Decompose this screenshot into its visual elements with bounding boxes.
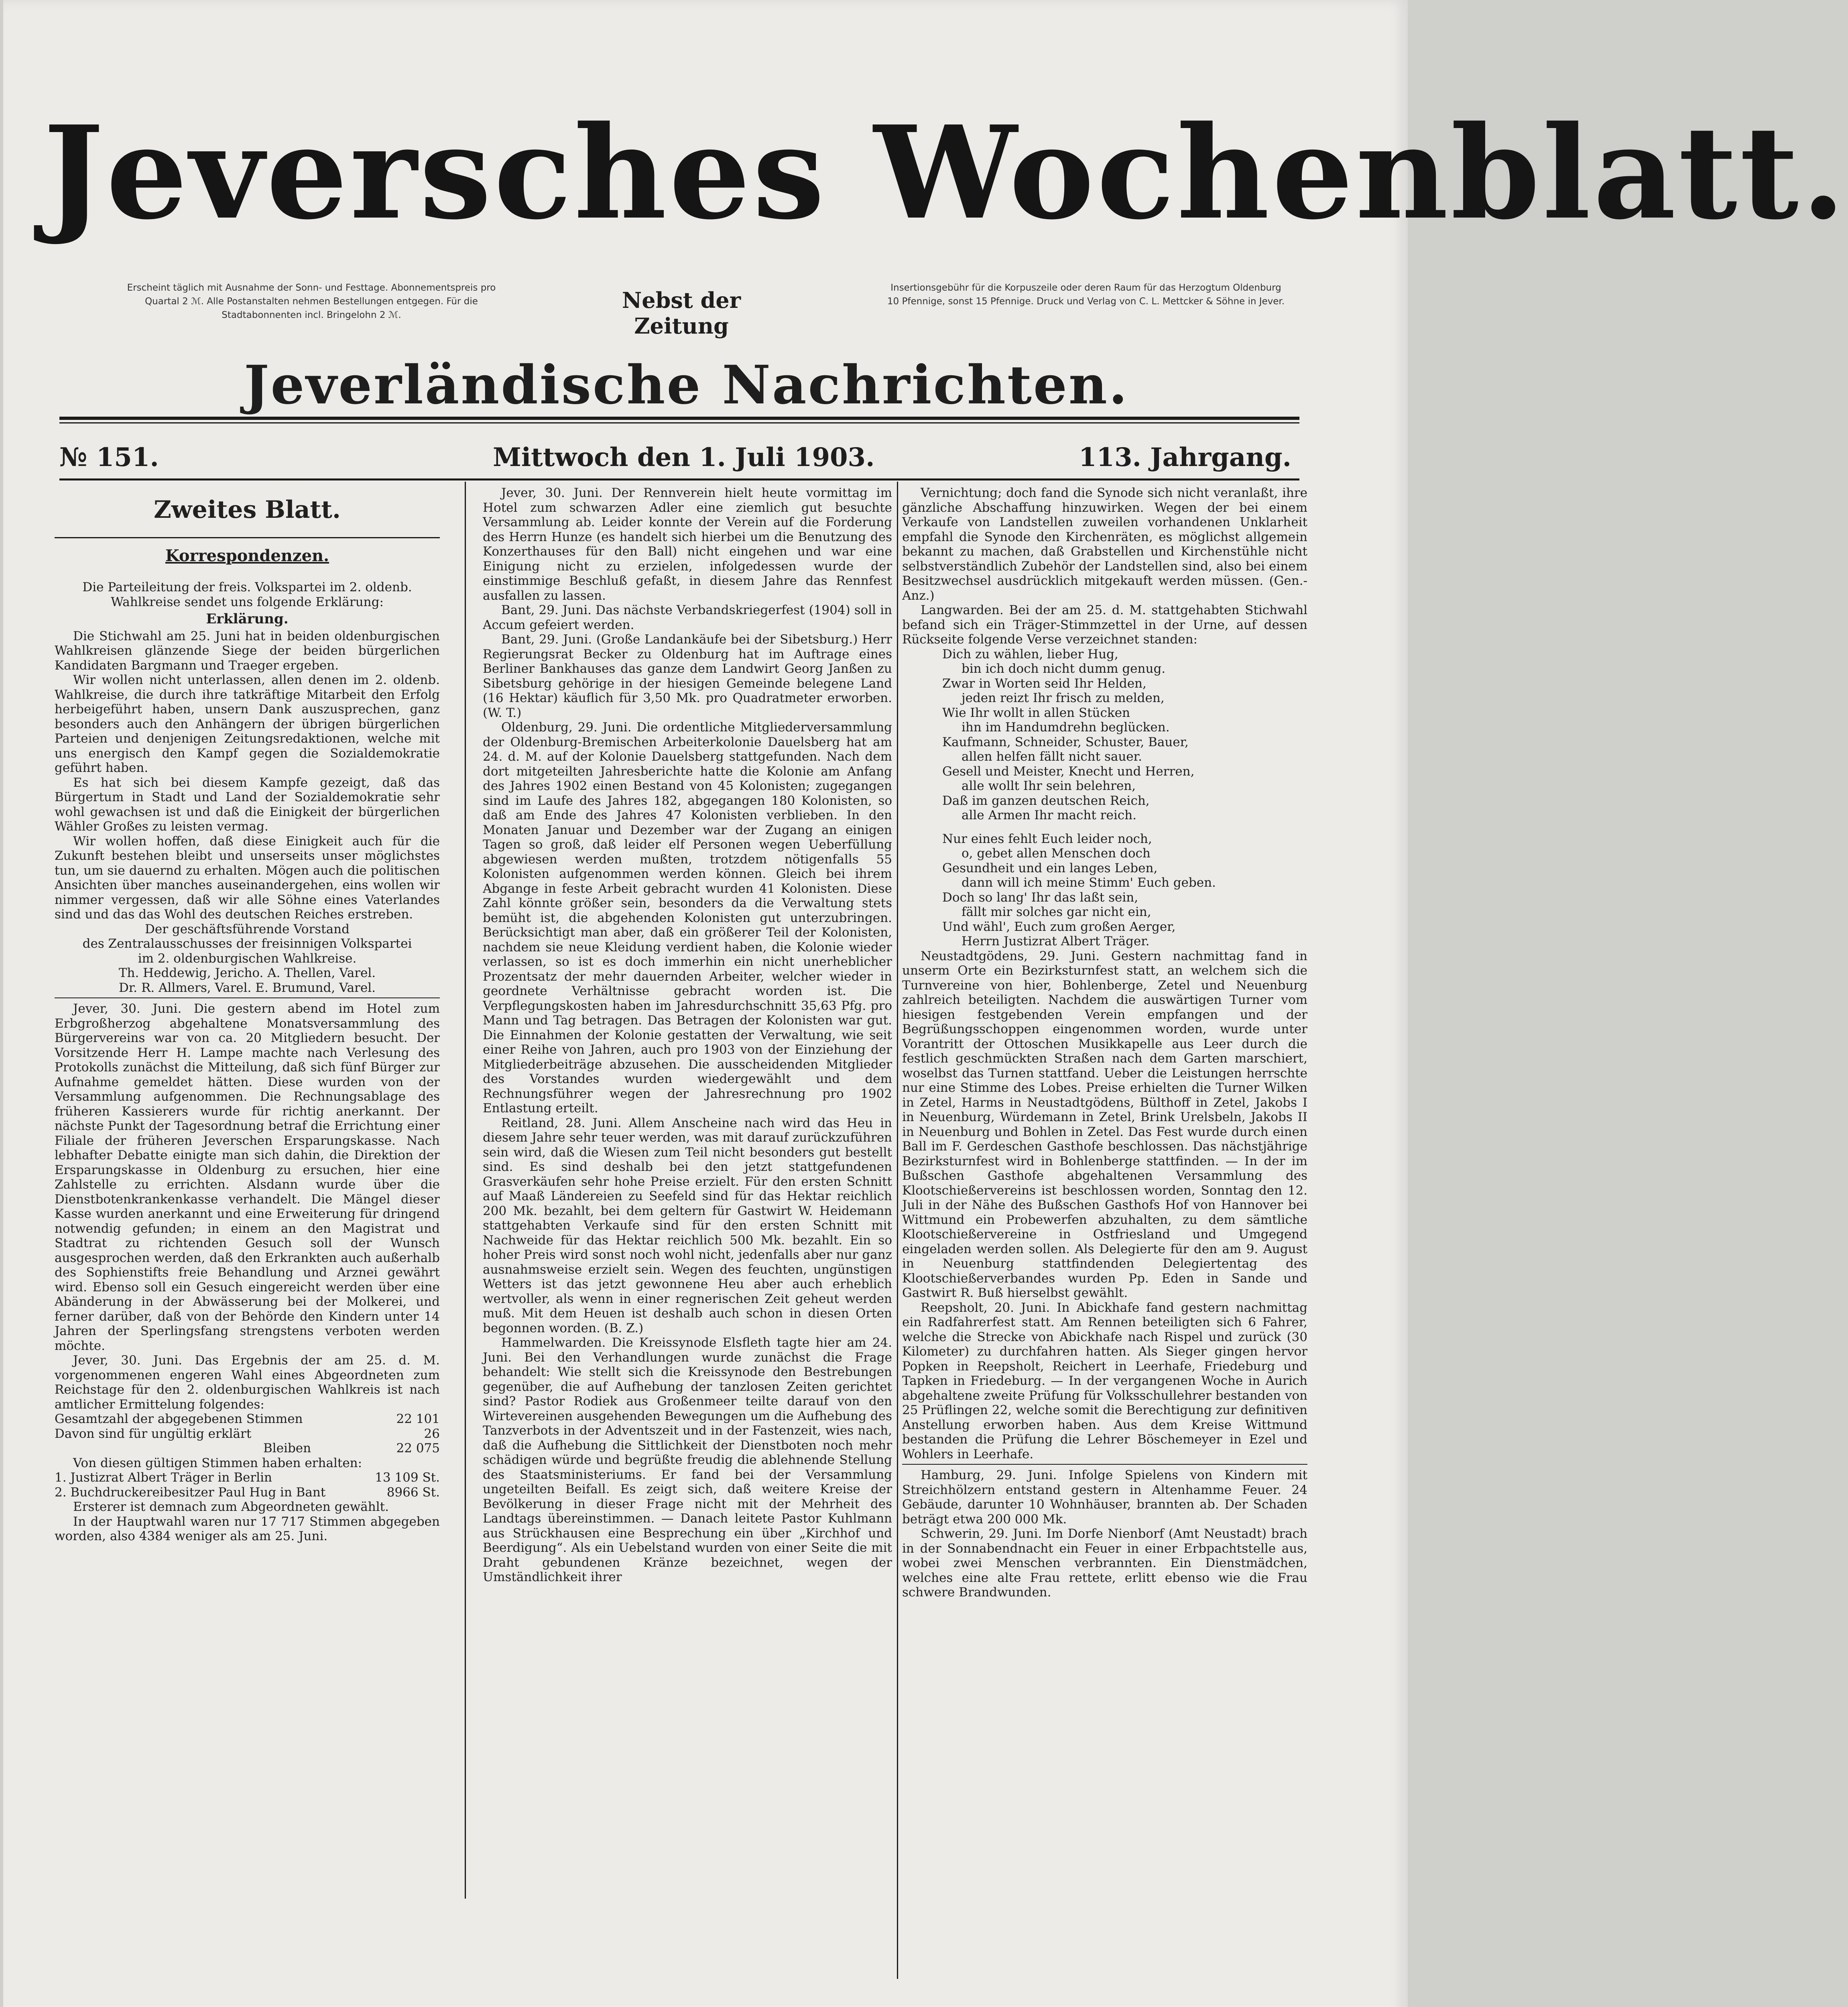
subscription-note: Erscheint täglich mit Ausnahme der Sonn- und Festtage. Abonnementspreis pro Quartal 2 ℳ. Alle Postanstalten nehmen Bestellungen entgegen. Für die Stadtabonnenten incl. Bringelohn 2 ℳ. <box>127 283 496 320</box>
article-divider <box>55 997 440 998</box>
column-3 <box>902 486 1307 1600</box>
poem <box>902 647 1307 949</box>
signature-line: Der geschäftsführende Vorstand <box>145 922 350 936</box>
issue-number: № 151. <box>59 442 159 472</box>
election-row: Davon sind für ungültig erklärt 26 <box>55 1426 440 1441</box>
rule-top <box>59 417 1299 420</box>
signature-line: im 2. oldenburgischen Wahlkreise. <box>138 951 357 966</box>
section-rule <box>55 537 440 538</box>
article-paragraph: Jever, 30. Juni. Der Rennverein hielt heute vormittag im Hotel zum schwarzen Adler eine ziemlich gut besuchte Versammlung ab. Leider konnte der Verein auf die Forderung des Herrn Hunze (es handelt sich hierbei um die Benutzung des Konzerthauses für den Ball) nicht eingehen und war eine Einigung nicht zu erzielen, infolgedessen wurde der einstimmige Beschluß gefaßt, in diesem Jahre das Rennfest ausfallen zu lassen. <box>483 486 892 603</box>
article-paragraph: Wir wollen hoffen, daß diese Einigkeit auch für die Zukunft bestehen bleibt und unserseits unser möglichstes tun, um sie dauernd zu erhalten. Mögen auch die politischen Ansichten über manches auseinandergehen, eins wollen wir nimmer vergessen, daß wir alle Söhne eines Vaterlandes sind und das das Wohl des deutschen Reiches erstreben. <box>55 834 440 922</box>
article-paragraph: Hamburg, 29. Juni. Infolge Spielens von Kindern mit Streichhölzern entstand gestern in Altenhamme Feuer. 24 Gebäude, darunter 10 Wohnhäuser, brannten ab. Der Schaden beträgt etwa 200 000 Mk. <box>902 1468 1307 1527</box>
section-title: Zweites Blatt. <box>154 496 341 524</box>
newspaper-page <box>3 0 1848 2007</box>
election-row: 2. Buchdruckereibesitzer Paul Hug in Bant 8966 St. <box>55 1485 440 1500</box>
column-2 <box>483 486 892 1585</box>
poem-line: allen helfen fällt nicht sauer. <box>962 749 1142 764</box>
poem-line: dann will ich meine Stimm' Euch geben. <box>962 875 1216 890</box>
declaration-title: Erklärung. <box>206 611 289 627</box>
article-paragraph: Jever, 30. Juni. Die gestern abend im Hotel zum Erbgroßherzog abgehaltene Monatsversammlung des Bürgervereins war von ca. 20 Mitgliedern besucht. Der Vorsitzende Herr H. Lampe machte nach Verlesung des Protokolls zunächst die Mitteilung, daß sich fünf Bürger zur Aufnahme gemeldet hätten. Diese wurden von der Versammlung aufgenommen. Die Rechnungsablage des früheren Kassierers wurde für richtig anerkannt. Der nächste Punkt der Tagesordnung betraf die Errichtung einer Filiale der früheren Jeverschen Ersparungskasse. Nach lebhafter Debatte einigte man sich dahin, die Direktion der Ersparungskasse in Oldenburg zu ersuchen, hier eine Zahlstelle zu errichten. Alsdann wurde über die Dienstbotenkrankenkasse verhandelt. Die Mängel dieser Kasse wurden anerkannt und eine Erweiterung für dringend notwendig gefunden; in einem an den Magistrat und Stadtrat zu richtenden Gesuch soll der Wunsch ausgesprochen werden, daß den Erkrankten auch außerhalb des Sophienstifts freie Behandlung und Arznei gewährt wird. Ebenso soll ein Gesuch eingereicht werden über eine Abänderung in der Abwässerung bei der Molkerei, und ferner darüber, daß von der Behörde den Kindern unter 14 Jahren der Sperlingsfang strengstens verboten werden möchte. <box>55 1001 440 1353</box>
poem-line: Herrn Justizrat Albert Träger. <box>962 934 1150 949</box>
nebst-der-zeitung: Nebst der Zeitung <box>622 287 741 339</box>
article-intro: Die Parteileitung der freis. Volkspartei im 2. oldenb. Wahlkreise sendet uns folgende Erklärung: <box>82 580 412 609</box>
poem-line: Gesundheit und ein langes Leben, <box>942 861 1158 875</box>
column-1 <box>55 486 440 1544</box>
election-row: Bleiben 22 075 <box>263 1441 440 1455</box>
advertising-note: Insertionsgebühr für die Korpuszeile oder deren Raum für das Herzogtum Oldenburg 10 Pfennige, sonst 15 Pfennige. Druck und Verlag von C. L. Mettcker & Söhne in Jever. <box>887 283 1285 307</box>
article-paragraph: Neustadtgödens, 29. Juni. Gestern nachmittag fand in unserm Orte ein Bezirksturnfest statt, an welchem sich die Turnvereine von hier, Bohlenberge, Zetel und Neuenburg zahlreich beteiligten. Nachdem die auswärtigen Turner vom hiesigen festgebenden Verein empfangen und der Begrüßungsschoppen eingenommen worden, wurde unter Vorantritt der Ottoschen Musikkapelle aus Leer durch die festlich geschmückten Straßen nach dem Garten marschiert, woselbst das Turnen stattfand. Ueber die Leistungen herrschte nur eine Stimme des Lobes. Preise erhielten die Turner Wilken in Zetel, Harms in Neustadtgödens, Bülthoff in Zetel, Jakobs I in Neuenburg, Würdemann in Zetel, Brink Urelsbeln, Jakobs II in Neuenburg und Bohlen in Zetel. Das Fest wurde durch einen Ball im F. Gerdeschen Gasthofe beschlossen. Das nächstjährige Bezirksturnfest wird in Bohlenberge stattfinden. — In der im Bußschen Gasthofe abgehaltenen Versammlung des Klootschießervereins ist beschlossen worden, Sonntag den 12. Juli in der Nähe des Bußschen Gasthofs Hof von Hannover bei Wittmund ein Probewerfen abzuhalten, zu dem sämtliche Klootschießervereine in Ostfriesland und Umgegend eingeladen werden sollen. Als Delegierte für den am 9. August in Neuenburg stattfindenden Delegiertentag des Klootschießerverbandes wurden Pp. Eden in Sande und Gastwirt R. Buß hierselbst gewählt. <box>902 949 1307 1300</box>
poem-line: fällt mir solches gar nicht ein, <box>962 905 1151 919</box>
article-paragraph: Langwarden. Bei der am 25. d. M. stattgehabten Stichwahl befand sich ein Träger-Stimmzettel in der Urne, auf dessen Rückseite folgende Verse verzeichnet standen: <box>902 603 1307 647</box>
article-paragraph: Es hat sich bei diesem Kampfe gezeigt, daß das Bürgertum in Stadt und Land der Sozialdemokratie sehr wohl gewachsen ist und daß die Einigkeit der bürgerlichen Wähler Großes zu leisten vermag. <box>55 775 440 834</box>
poem-line: Gesell und Meister, Knecht und Herren, <box>942 764 1195 779</box>
poem-line: Und wähl', Euch zum großen Aerger, <box>942 919 1176 934</box>
article-paragraph: Wir wollen nicht unterlassen, allen denen im 2. oldenb. Wahlkreise, die durch ihre tatkräftige Mitarbeit den Erfolg herbeigeführt haben, unsern Dank auszusprechen, ganz besonders auch den Anhängern der übrigen bürgerlichen Parteien und denjenigen Zeitungsredaktionen, welche mit uns energisch den Kampf gegen die Sozialdemokratie geführt haben. <box>55 673 440 775</box>
article-paragraph: In der Hauptwahl waren nur 17 717 Stimmen abgegeben worden, also 4384 weniger als am 25. Juni. <box>55 1514 440 1543</box>
poem-line: Doch so lang' Ihr das laßt sein, <box>942 890 1138 905</box>
signature-line: Dr. R. Allmers, Varel. E. Brumund, Varel. <box>119 980 376 995</box>
article-paragraph: Reitland, 28. Juni. Allem Anscheine nach wird das Heu in diesem Jahre sehr teuer werden, was mit darauf zurückzuführen sein wird, daß die Wiesen zum Teil nicht besonders gut bestellt sind. Es sind deshalb bei den jetzt stattgefundenen Grasverkäufen sehr hohe Preise erzielt. Für den ersten Schnitt auf Maaß Ländereien zu Seefeld sind für das Hektar reichlich 200 Mk. bezahlt, bei dem geltern für Gastwirt W. Heidemann stattgehabten Verkaufe sind für den ersten Schnitt mit Nachweide für das Hektar reichlich 500 Mk. bezahlt. Ein so hoher Preis wird sonst noch wohl nicht, jedenfalls aber nur ganz ausnahmsweise erzielt sein. Wegen des feuchten, ungünstigen Wetters ist das jetzt gewonnene Heu aber auch erheblich wertvoller, als wenn in einer regnerischen Zeit geheut werden muß. Mit dem Heuen ist deshalb auch schon in diesen Orten begonnen worden. (B. Z.) <box>483 1115 892 1335</box>
issue-volume: 113. Jahrgang. <box>1079 442 1291 472</box>
election-row: 1. Justizrat Albert Träger in Berlin 13 109 St. <box>55 1470 440 1485</box>
poem-line: Wie Ihr wollt in allen Stücken <box>942 705 1130 720</box>
poem-line: Kaufmann, Schneider, Schuster, Bauer, <box>942 735 1189 749</box>
rule-dateline <box>59 478 1299 480</box>
poem-line: bin ich doch nicht dumm genug. <box>962 662 1166 676</box>
poem-line: Zwar in Worten seid Ihr Helden, <box>942 676 1147 691</box>
article-paragraph: Reepsholt, 20. Juni. In Abickhafe fand gestern nachmittag ein Radfahrerfest statt. Am Rennen beteiligten sich 6 Fahrer, welche die Strecke von Abickhafe nach Rispel und zurück (30 Kilometer) zu durchfahren hatten. Als Sieger gingen hervor Popken in Reepsholt, Reichert in Leerhafe, Friedeburg und Tapken in Friedeburg. — In der vergangenen Woche in Aurich abgehaltene zweite Prüfung für Volksschullehrer bestanden von 25 Prüflingen 22, welche somit die Berechtigung zur definitiven Anstellung erworben haben. Aus dem Kreise Wittmund bestanden die Prüfung die Lehrer Böschemeyer in Ezel und Wohlers in Leerhafe. <box>902 1300 1307 1461</box>
rule-top-thin <box>59 422 1299 423</box>
issue-date: Mittwoch den 1. Juli 1903. <box>493 442 875 472</box>
poem-line: Daß im ganzen deutschen Reich, <box>942 793 1150 808</box>
signature-line: Th. Heddewig, Jericho. A. Thellen, Varel. <box>118 966 376 980</box>
supplement-title: Jeverländische Nachrichten. <box>244 354 1129 416</box>
poem-line: Dich zu wählen, lieber Hug, <box>942 647 1118 662</box>
article-paragraph: Von diesen gültigen Stimmen haben erhalten: <box>73 1455 362 1470</box>
column-rule-2 <box>897 482 898 1979</box>
poem-line: Nur eines fehlt Euch leider noch, <box>942 831 1152 846</box>
poem-line: o, gebet allen Menschen doch <box>962 846 1151 861</box>
article-paragraph: Ersterer ist demnach zum Abgeordneten gewählt. <box>73 1500 389 1514</box>
article-paragraph: Oldenburg, 29. Juni. Die ordentliche Mitgliederversammlung der Oldenburg-Bremischen Arbeiterkolonie Dauelsberg hat am 24. d. M. auf der Kolonie Dauelsberg stattgefunden. Nach dem dort mitgeteilten Jahresberichte hatte die Kolonie am Anfang des Jahres 1902 einen Bestand von 45 Kolonisten; zugegangen sind im Laufe des Jahres 182, abgegangen 180 Kolonisten, so daß am Ende des Jahres 47 Kolonisten verblieben. In den Monaten Januar und Dezember war der Zugang an einigen Tagen so groß, daß leider elf Personen wegen Ueberfüllung abgewiesen werden mußten, trotzdem nötigenfalls 55 Kolonisten aufgenommen werden können. Gleich bei ihrem Abgange in feste Arbeit gebracht wurden 41 Kolonisten. Diese Zahl könnte größer sein, besonders da die Verwaltung stets bemüht ist, die abgehenden Kolonisten gut unterzubringen. Berücksichtigt man aber, daß ein größerer Teil der Kolonisten, nachdem sie neue Kleidung verdient haben, die Kolonie wieder verlassen, so ist es doch immerhin ein nicht unerheblicher Prozentsatz der mehr dauernden Arbeiter, welcher wieder in geordnete Verhältnisse gebracht worden ist. Die Verpflegungskosten haben im Jahresdurchschnitt 35,63 Pfg. pro Mann und Tag betragen. Das Betragen der Kolonisten war gut. Die Einnahmen der Kolonie gestatten der Verwaltung, wie seit einer Reihe von Jahren, auch pro 1903 von der Einziehung der Mitgliederbeiträge abzusehen. Die ausscheidenden Mitglieder des Vorstandes wurden wiedergewählt und dem Rechnungsführer wegen der Jahresrechnung pro 1902 Entlastung erteilt. <box>483 720 892 1115</box>
signature-line: des Zentralausschusses der freisinnigen Volkspartei <box>82 936 412 951</box>
article-paragraph: Hammelwarden. Die Kreissynode Elsfleth tagte hier am 24. Juni. Bei den Verhandlungen wurde zunächst die Frage behandelt: Wie stellt sich die Kreissynode den Bestrebungen gegenüber, die auf Aufhebung der tanzlosen Zeiten gerichtet sind? Pastor Rodiek aus Großenmeer teilte darauf von den Wirtevereinen ausgehenden Bewegungen um die Aufhebung des Tanzverbots in der Adventszeit und in der Fastenzeit, wies nach, daß die Aufhebung die Sittlichkeit der Dienstboten noch mehr schädigen würde und begrüßte freudig die ablehnende Stellung des Staatsministeriums. Er fand bei der Versammlung ungeteilten Beifall. Es zeigt sich, daß weitere Kreise der Bevölkerung in dieser Frage nicht mit der Mehrheit des Landtags übereinstimmen. — Danach leitete Pastor Kuhlmann aus Strückhausen eine Besprechung ein über „Kirchhof und Beerdigung“. Als ein Uebelstand wurden von einer Seite die mit Draht gebundenen Kränze bezeichnet, wegen der Umständlichkeit ihrer <box>483 1335 892 1584</box>
section-heading: Korrespondenzen. <box>165 546 329 565</box>
article-paragraph: Jever, 30. Juni. Das Ergebnis der am 25. d. M. vorgenommenen engeren Wahl eines Abgeordneten zum Reichstage für den 2. oldenburgischen Wahlkreis ist nach amtlicher Ermittelung folgendes: <box>55 1353 440 1412</box>
article-paragraph: Schwerin, 29. Juni. Im Dorfe Nienborf (Amt Neustadt) brach in der Sonnabendnacht ein Feuer in einer Erbpachtstelle aus, wobei zwei Menschen verbrannten. Ein Dienstmädchen, welches eine alte Frau rettete, erlitt ebenso wie die Frau schwere Brandwunden. <box>902 1527 1307 1600</box>
masthead-title: Jeversches Wochenblatt. <box>43 98 1848 248</box>
column-rule-1 <box>465 482 466 1899</box>
poem-line: jeden reizt Ihr frisch zu melden, <box>962 691 1165 705</box>
article-paragraph: Bant, 29. Juni. Das nächste Verbandskriegerfest (1904) soll in Accum gefeiert werden. <box>483 603 892 632</box>
election-row: Gesamtzahl der abgegebenen Stimmen 22 101 <box>55 1412 440 1426</box>
article-paragraph: Bant, 29. Juni. (Große Landankäufe bei der Sibetsburg.) Herr Regierungsrat Becker zu Oldenburg hat im Auftrage eines Berliner Bankhauses das ganze dem Landwirt Georg Janßen zu Sibetsburg gehörige in der hiesigen Gemeinde belegene Land (16 Hektar) käuflich für 3,50 Mk. pro Quadratmeter erworben. (W. T.) <box>483 632 892 720</box>
poem-line: alle Armen Ihr macht reich. <box>962 808 1136 822</box>
poem-line: alle wollt Ihr sein belehren, <box>962 779 1136 793</box>
article-paragraph: Vernichtung; doch fand die Synode sich nicht veranlaßt, ihre gänzliche Abschaffung hinzuwirken. Wegen der bei einem Verkaufe von Landstellen zuweilen vorhandenen Unklarheit empfahl die Synode den Kirchenräten, es möglichst allgemein bekannt zu machen, daß Grabstellen und Kirchenstühle nicht selbstverständlich Zubehör der Landstellen sind, also bei einem Besitzwechsel ausdrücklich mitgekauft werden müssen. (Gen.-Anz.) <box>902 486 1307 603</box>
article-divider <box>902 1464 1307 1465</box>
article-paragraph: Die Stichwahl am 25. Juni hat in beiden oldenburgischen Wahlkreisen glänzende Siege der beiden bürgerlichen Kandidaten Bargmann und Traeger ergeben. <box>55 629 440 673</box>
poem-line: ihn im Handumdrehn beglücken. <box>962 720 1170 735</box>
